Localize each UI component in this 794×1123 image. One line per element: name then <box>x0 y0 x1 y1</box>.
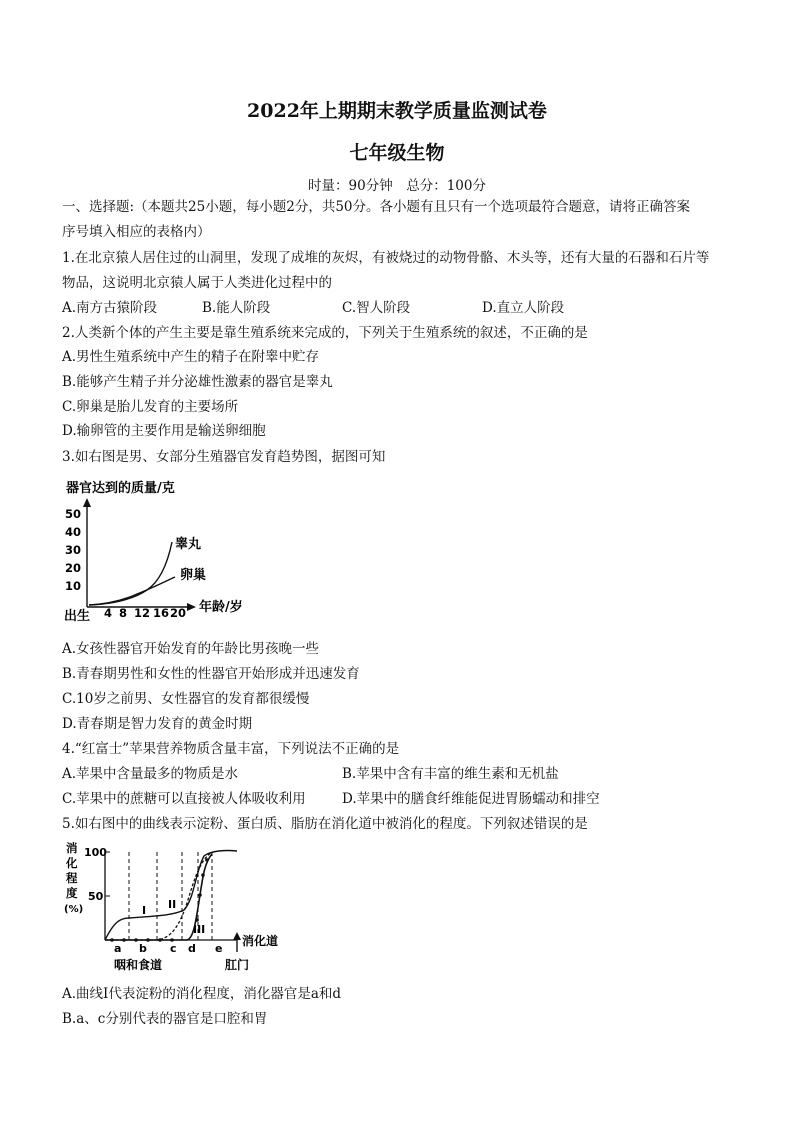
exam-title: 2022年上期期末教学质量监测试卷 <box>247 100 547 122</box>
q5-left-note: 咽和食道 <box>114 958 163 972</box>
q5-seg-e: e <box>215 942 223 955</box>
q3-ovary-curve <box>89 577 175 605</box>
q5-digestion-chart <box>62 840 322 980</box>
q4-option-a: A.苹果中含量最多的物质是水 <box>62 766 239 782</box>
q3-growth-chart <box>62 476 272 636</box>
q3-option-c: C.10岁之前男、女性器官的发育都很缓慢 <box>62 691 310 707</box>
q5-ylabel-1: 消 <box>66 841 78 855</box>
q3-ytick-50: 50 <box>65 507 82 521</box>
q4-option-b: B.苹果中含有丰富的维生素和无机盐 <box>342 766 559 782</box>
q3-chart-xlabel: 年龄/岁 <box>199 600 243 615</box>
q3-stem: 3.如右图是男、女部分生殖器官发育趋势图，据图可知 <box>62 449 386 465</box>
section-heading-line2: 序号填入相应的表格内） <box>62 224 211 240</box>
q5-option-a: A.曲线I代表淀粉的消化程度，消化器官是a和d <box>62 986 342 1002</box>
q5-anus-arrowhead <box>233 932 241 940</box>
q5-label-II: II <box>168 898 177 911</box>
q2-option-a: A.男性生殖系统中产生的精子在附睾中贮存 <box>62 349 320 365</box>
q5-curve-III-dot <box>205 858 209 862</box>
q5-ytick-50: 50 <box>88 890 104 903</box>
q5-seg-a: a <box>114 942 122 955</box>
q5-ylabel-unit: (%) <box>64 904 84 915</box>
q5-stem: 5.如右图中的曲线表示淀粉、蛋白质、脂肪在消化道中被消化的程度。下列叙述错误的是 <box>62 816 588 832</box>
q1-stem-line1: 1.在北京猿人居住过的山洞里，发现了成堆的灰烬，有被烧过的动物骨骼、木头等，还有大量的石器和石片等 <box>62 250 710 266</box>
q3-option-b: B.青春期男性和女性的性器官开始形成并迅速发育 <box>62 666 360 682</box>
exam-meta: 时量：90分钟 总分：100分 <box>308 178 486 194</box>
q3-testis-curve <box>89 542 172 605</box>
q5-curve-III-dot <box>195 918 199 922</box>
q4-option-c: C.苹果中的蔗糖可以直接被人体吸收利用 <box>62 791 306 807</box>
q3-xtick-20: 20 <box>170 606 187 620</box>
q5-option-b: B.a、c分别代表的器官是口腔和胃 <box>62 1011 268 1027</box>
q1-option-b: B.能人阶段 <box>202 300 271 316</box>
q5-seg-d: d <box>188 942 196 955</box>
q3-option-d: D.青春期是智力发育的黄金时期 <box>62 716 253 732</box>
q3-chart-ylabel: 器官达到的质量/克 <box>66 481 175 496</box>
q5-seg-c: c <box>170 942 177 955</box>
exam-subtitle: 七年级生物 <box>349 142 445 164</box>
q2-option-d: D.输卵管的主要作用是输送卵细胞 <box>62 423 266 439</box>
q1-option-c: C.智人阶段 <box>342 300 411 316</box>
q3-xtick-12: 12 <box>134 606 151 620</box>
q5-label-I: I <box>142 904 147 917</box>
q5-right-note: 肛门 <box>225 958 250 972</box>
q3-ytick-10: 10 <box>65 579 82 593</box>
q5-ylabel-3: 程 <box>66 871 78 885</box>
q3-label-testis: 睾丸 <box>175 537 202 552</box>
q5-curve-I <box>105 851 237 940</box>
q3-x-axis-arrow <box>187 603 196 611</box>
q3-origin-label: 出生 <box>64 609 91 624</box>
q5-curve-III-dot <box>134 938 138 942</box>
q5-curve-III-dot <box>198 893 202 897</box>
q3-y-axis-arrow <box>83 498 91 507</box>
q1-option-d: D.直立人阶段 <box>482 300 565 316</box>
q2-option-b: B.能够产生精子并分泌雄性激素的器官是睾丸 <box>62 374 333 390</box>
q3-ytick-40: 40 <box>65 525 82 539</box>
q2-stem: 2.人类新个体的产生主要是靠生殖系统来完成的，下列关于生殖系统的叙述，不正确的是 <box>62 325 588 341</box>
q3-label-ovary: 卵巢 <box>180 568 207 583</box>
q3-xtick-4: 4 <box>104 606 113 620</box>
q5-curve-III-dot <box>122 938 126 942</box>
q3-option-a: A.女孩性器官开始发育的年龄比男孩晚一些 <box>62 641 320 657</box>
q3-ytick-20: 20 <box>65 561 82 575</box>
q5-seg-b: b <box>139 942 147 955</box>
q5-curve-III-dot <box>201 873 205 877</box>
q1-option-a: A.南方古猿阶段 <box>62 300 158 316</box>
q5-ylabel-2: 化 <box>66 856 78 870</box>
q5-ylabel-4: 度 <box>66 886 78 900</box>
q3-xtick-8: 8 <box>119 606 128 620</box>
q2-option-c: C.卵巢是胎儿发育的主要场所 <box>62 399 239 415</box>
q5-ytick-100: 100 <box>84 846 107 859</box>
q5-label-III: III <box>193 923 206 936</box>
section-heading-line1: 一、选择题:（本题共25小题，每小题2分，共50分。各小题有且只有一个选项最符合题意，请将正确答案 <box>62 199 690 215</box>
q4-stem: 4.“红富士”苹果营养物质含量丰富，下列说法不正确的是 <box>62 741 400 757</box>
q4-option-d: D.苹果中的膳食纤维能促进胃肠蠕动和排空 <box>342 791 600 807</box>
q3-xtick-16: 16 <box>153 606 170 620</box>
q1-stem-line2: 物品，这说明北京猿人属于人类进化过程中的 <box>62 275 332 291</box>
q3-ytick-30: 30 <box>65 543 82 557</box>
q5-chart-xlabel: 消化道 <box>242 934 279 948</box>
q5-curve-III-dot <box>158 938 162 942</box>
